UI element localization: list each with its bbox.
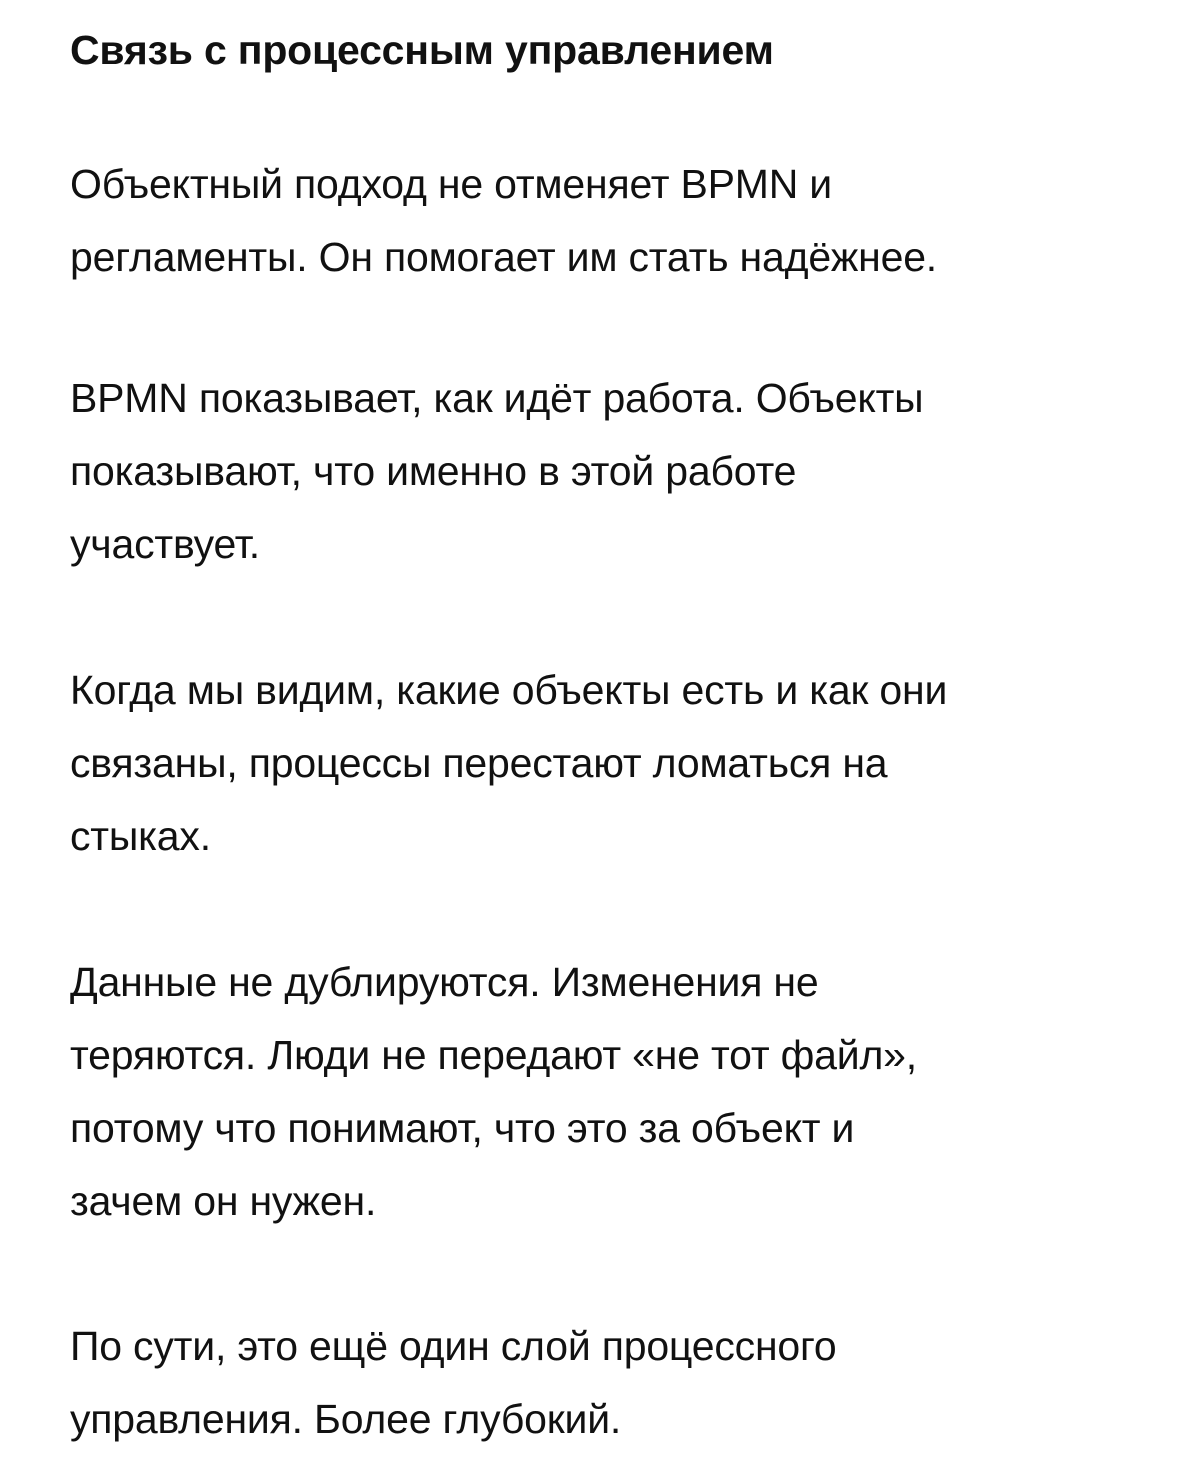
paragraph-data-integrity xyxy=(70,946,917,1238)
paragraph-line: зачем он нужен. xyxy=(70,1178,377,1224)
paragraph-bpmn-relation xyxy=(70,148,937,294)
paragraph-line: регламенты. Он помогает им стать надёжнее. xyxy=(70,234,937,280)
paragraph-line: стыках. xyxy=(70,813,211,859)
paragraph-line: теряются. Люди не передают «не тот файл», xyxy=(70,1032,917,1078)
paragraph-line: BPMN показывает, как идёт работа. Объекты xyxy=(70,375,924,421)
paragraph-line: показывают, что именно в этой работе xyxy=(70,448,797,494)
paragraph-conclusion xyxy=(70,1310,836,1456)
paragraph-line: управления. Более глубокий. xyxy=(70,1396,622,1442)
paragraph-connections xyxy=(70,654,947,873)
paragraph-bpmn-objects xyxy=(70,362,923,581)
paragraph-line: участвует. xyxy=(70,521,260,567)
paragraph-line: связаны, процессы перестают ломаться на xyxy=(70,740,888,786)
paragraph-line: Данные не дублируются. Изменения не xyxy=(70,959,819,1005)
paragraph-line: По сути, это ещё один слой процессного xyxy=(70,1323,837,1369)
paragraph-line: Объектный подход не отменяет BPMN и xyxy=(70,161,833,207)
paragraph-line: потому что понимают, что это за объект и xyxy=(70,1105,855,1151)
paragraph-line: Когда мы видим, какие объекты есть и как они xyxy=(70,667,948,713)
section-heading: Связь с процессным управлением xyxy=(70,27,774,73)
